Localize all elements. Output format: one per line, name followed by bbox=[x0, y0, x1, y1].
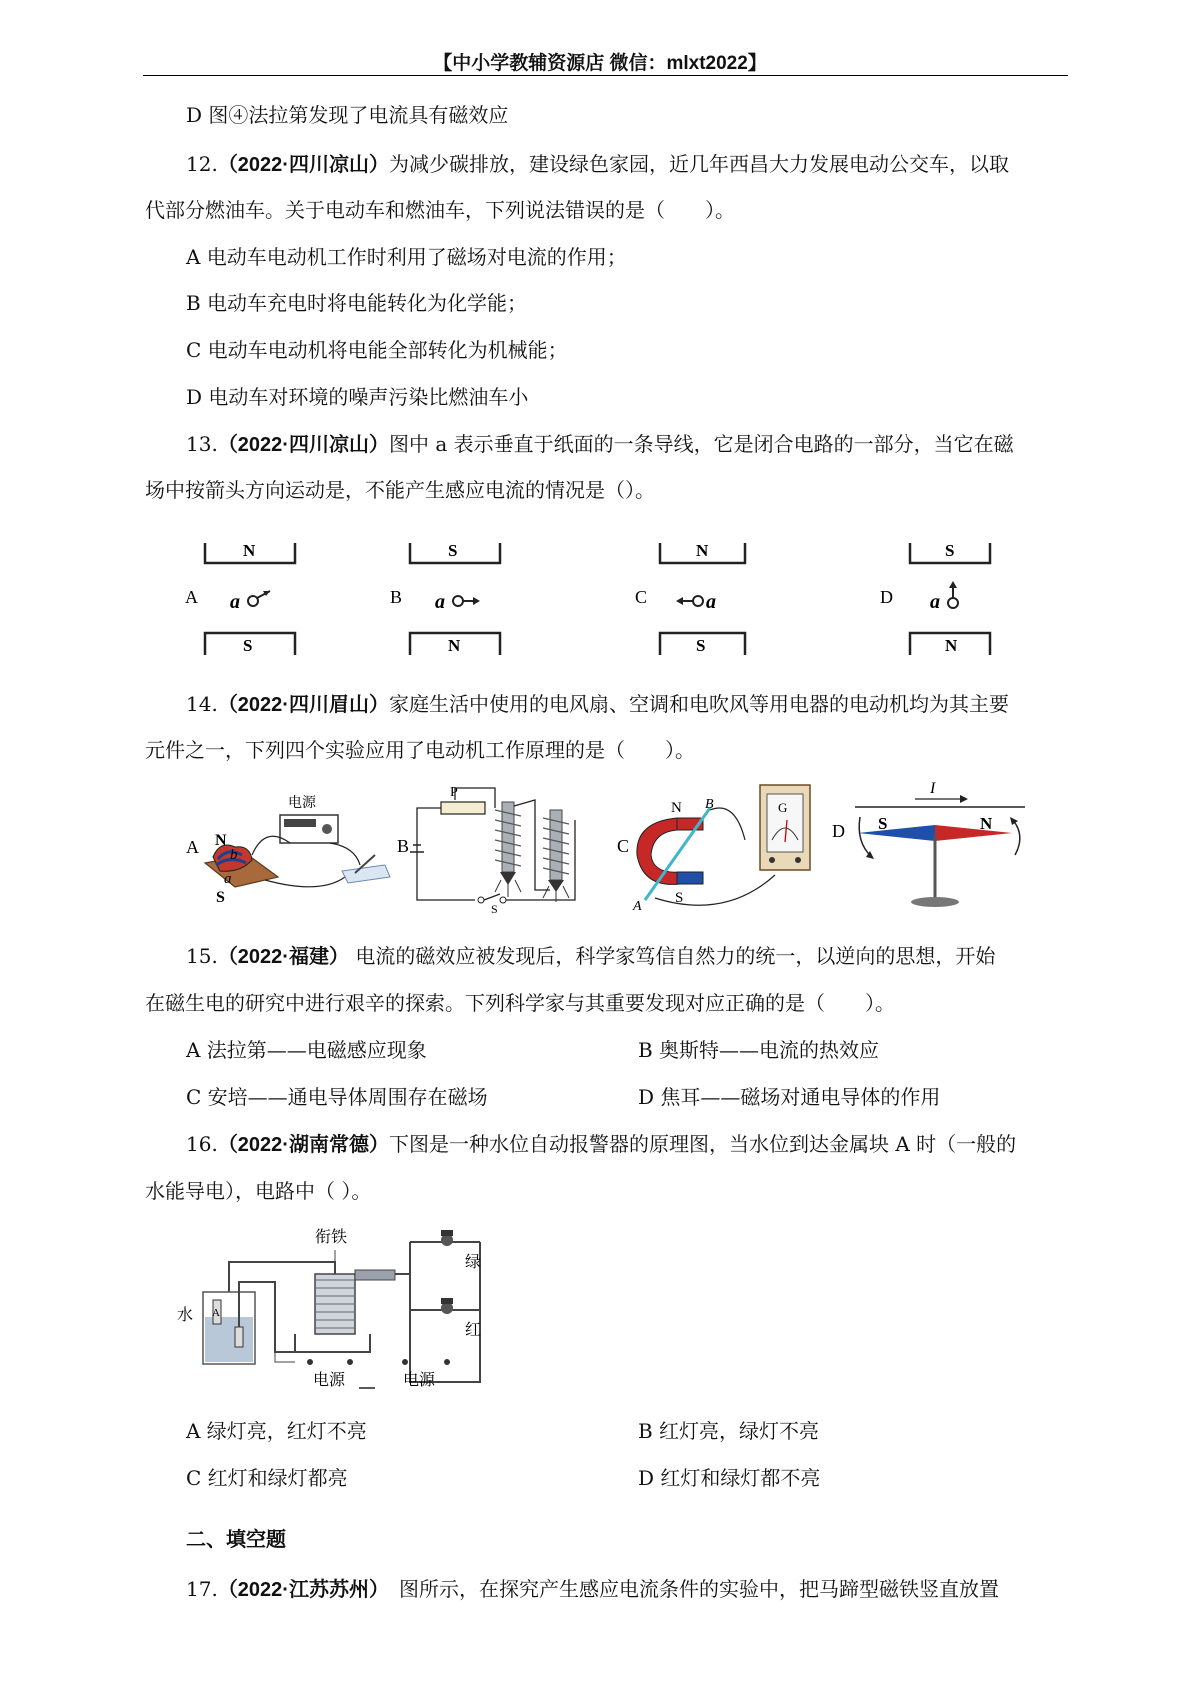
q14-figure-b bbox=[395, 780, 605, 915]
q17-stem-text: 图所示，在探究产生感应电流条件的实验中，把马蹄型磁铁竖直放置 bbox=[378, 1577, 999, 1601]
q14-fig-a-label: A bbox=[186, 837, 199, 857]
q13-figure-c-drawing bbox=[630, 535, 770, 660]
page-header: 【中小学教辅资源店 微信：mlxt2022】 bbox=[433, 53, 767, 74]
q14-fig-d-n: N bbox=[980, 814, 993, 833]
q12-stem-line1 bbox=[186, 151, 1009, 178]
q12-option-b: B 电动车充电时将电能转化为化学能； bbox=[186, 291, 528, 315]
q14-fig-a-n: N bbox=[215, 832, 227, 849]
q17-stem-line1 bbox=[186, 1576, 999, 1603]
q13-fig-b-wire: a bbox=[435, 591, 445, 613]
q13-figure-c bbox=[630, 535, 770, 660]
q16-stem-text: 下图是一种水位自动报警器的原理图，当水位到达金属块 A 时（一般的 bbox=[388, 1132, 1017, 1156]
q15-option-a: A 法拉第——电磁感应现象 bbox=[186, 1038, 427, 1062]
q13-figure-d-drawing bbox=[875, 535, 1015, 660]
q14-stem-text: 家庭生活中使用的电风扇、空调和电吹风等用电器的电动机均为其主要 bbox=[388, 692, 1009, 716]
q13-fig-d-top-pole: S bbox=[945, 541, 955, 560]
q15-source: （2022·福建） bbox=[217, 946, 349, 968]
q16-option-b: B 红灯亮，绿灯不亮 bbox=[638, 1419, 820, 1443]
q14-figure-d bbox=[830, 775, 1030, 915]
q14-fig-a-power-label: 电源 bbox=[288, 796, 316, 811]
q16-number: 16. bbox=[186, 1132, 218, 1156]
q12-stem-text: 为减少碳排放，建设绿色家园，近几年西昌大力发展电动公交车，以取 bbox=[388, 152, 1009, 176]
q14-fig-d-current: I bbox=[930, 780, 936, 797]
q15-option-d: D 焦耳——磁场对通电导体的作用 bbox=[638, 1085, 941, 1109]
q11-option-d: D 图④法拉第发现了电流具有磁效应 bbox=[186, 103, 509, 127]
q14-figure-c bbox=[615, 780, 830, 915]
q14-fig-c-g: G bbox=[778, 800, 788, 815]
q14-figure-b-drawing bbox=[395, 780, 605, 915]
q13-fig-c-wire: a bbox=[706, 591, 716, 613]
q13-stem-line2: 场中按箭头方向运动是，不能产生感应电流的情况是（）。 bbox=[145, 478, 655, 502]
q13-fig-b-top-pole: S bbox=[448, 541, 458, 560]
q16-water-label: 水 bbox=[177, 1307, 194, 1324]
q14-fig-a-a: a bbox=[224, 871, 232, 887]
q16-power1-label: 电源 bbox=[313, 1372, 346, 1389]
q14-fig-c-b: B bbox=[705, 797, 714, 812]
q12-option-d: D 电动车对环境的噪声污染比燃油车小 bbox=[186, 385, 529, 409]
q14-fig-d-label: D bbox=[832, 821, 845, 841]
q17-source: （2022·江苏苏州） bbox=[217, 1579, 379, 1601]
q12-stem-line2: 代部分燃油车。关于电动车和燃油车，下列说法错误的是（ ）。 bbox=[145, 198, 735, 222]
q13-fig-a-wire: a bbox=[230, 591, 240, 613]
q14-fig-c-n: N bbox=[671, 800, 682, 816]
q16-option-c: C 红灯和绿灯都亮 bbox=[186, 1466, 348, 1490]
q14-number: 14. bbox=[186, 692, 218, 716]
q13-fig-d-wire: a bbox=[930, 591, 940, 613]
q14-source: （2022·四川眉山） bbox=[217, 694, 389, 716]
q12-option-a: A 电动车电动机工作时利用了磁场对电流的作用； bbox=[186, 245, 627, 269]
q13-fig-a-bottom-pole: S bbox=[243, 636, 253, 655]
q13-fig-c-top-pole: N bbox=[696, 541, 709, 560]
q14-fig-c-label: C bbox=[617, 836, 630, 856]
q15-stem-text: 电流的磁效应被发现后，科学家笃信自然力的统一，以逆向的思想，开始 bbox=[348, 944, 996, 968]
header-rule bbox=[143, 75, 1068, 76]
q14-figure-d-drawing bbox=[830, 775, 1030, 915]
q16-stem-line1 bbox=[186, 1131, 1016, 1158]
q13-fig-a-label: A bbox=[185, 587, 198, 607]
q16-stem-line2: 水能导电），电路中（ ）。 bbox=[145, 1179, 372, 1203]
q12-number: 12. bbox=[186, 152, 218, 176]
q17-number: 17. bbox=[186, 1577, 218, 1601]
q14-fig-c-a: A bbox=[633, 899, 642, 914]
q13-fig-c-bottom-pole: S bbox=[696, 636, 706, 655]
q16-red-lamp-label: 红 bbox=[465, 1322, 482, 1339]
q14-fig-b-label: B bbox=[397, 836, 410, 856]
q13-stem-text: 图中 a 表示垂直于纸面的一条导线，它是闭合电路的一部分，当它在磁 bbox=[388, 432, 1014, 456]
q15-number: 15. bbox=[186, 944, 218, 968]
q13-figure-a-drawing bbox=[180, 535, 320, 660]
q14-fig-a-s: S bbox=[216, 889, 225, 906]
q12-option-c: C 电动车电动机将电能全部转化为机械能； bbox=[186, 338, 568, 362]
q14-fig-b-s: S bbox=[491, 902, 498, 916]
q14-stem-line2: 元件之一，下列四个实验应用了电动机工作原理的是（ ）。 bbox=[145, 738, 695, 762]
q13-source: （2022·四川凉山） bbox=[217, 434, 389, 456]
q16-figure bbox=[177, 1222, 525, 1392]
q13-fig-d-bottom-pole: N bbox=[945, 636, 958, 655]
q14-figure-a-drawing bbox=[180, 785, 395, 915]
q13-figure-b-drawing bbox=[385, 535, 525, 660]
q14-stem-line1 bbox=[186, 691, 1009, 718]
q16-figure-drawing bbox=[177, 1222, 525, 1392]
q13-figure-a bbox=[180, 535, 320, 660]
q13-fig-a-top-pole: N bbox=[243, 541, 256, 560]
q13-fig-c-label: C bbox=[635, 587, 648, 607]
q16-option-d: D 红灯和绿灯都不亮 bbox=[638, 1466, 821, 1490]
q13-figure-b bbox=[385, 535, 525, 660]
q15-stem-line1 bbox=[186, 943, 995, 970]
q14-figure-a bbox=[180, 785, 395, 915]
section-fill-in-title: 二、填空题 bbox=[186, 1529, 286, 1551]
q16-power2-label: 电源 bbox=[403, 1372, 436, 1389]
q16-source: （2022·湖南常德） bbox=[217, 1134, 389, 1156]
q14-fig-b-p: P bbox=[450, 785, 458, 800]
q13-stem-line1 bbox=[186, 431, 1014, 458]
q16-metal-a-label: A bbox=[212, 1307, 220, 1319]
q15-stem-line2: 在磁生电的研究中进行艰辛的探索。下列科学家与其重要发现对应正确的是（ ）。 bbox=[145, 991, 895, 1015]
q13-number: 13. bbox=[186, 432, 218, 456]
q16-armature-label: 衔铁 bbox=[315, 1229, 348, 1246]
q13-figure-d bbox=[875, 535, 1015, 660]
q16-option-a: A 绿灯亮，红灯不亮 bbox=[186, 1419, 367, 1443]
q14-fig-c-s: S bbox=[675, 890, 684, 906]
q16-green-lamp-label: 绿 bbox=[465, 1254, 482, 1271]
q15-option-b: B 奥斯特——电流的热效应 bbox=[638, 1038, 880, 1062]
q14-fig-d-s: S bbox=[878, 814, 888, 833]
q13-fig-b-bottom-pole: N bbox=[448, 636, 461, 655]
q14-figure-c-drawing bbox=[615, 780, 830, 915]
q13-fig-d-label: D bbox=[880, 587, 893, 607]
q15-option-c: C 安培——通电导体周围存在磁场 bbox=[186, 1085, 488, 1109]
q13-fig-b-label: B bbox=[390, 587, 403, 607]
q12-source: （2022·四川凉山） bbox=[217, 154, 389, 176]
q14-fig-a-b: b bbox=[230, 847, 238, 863]
